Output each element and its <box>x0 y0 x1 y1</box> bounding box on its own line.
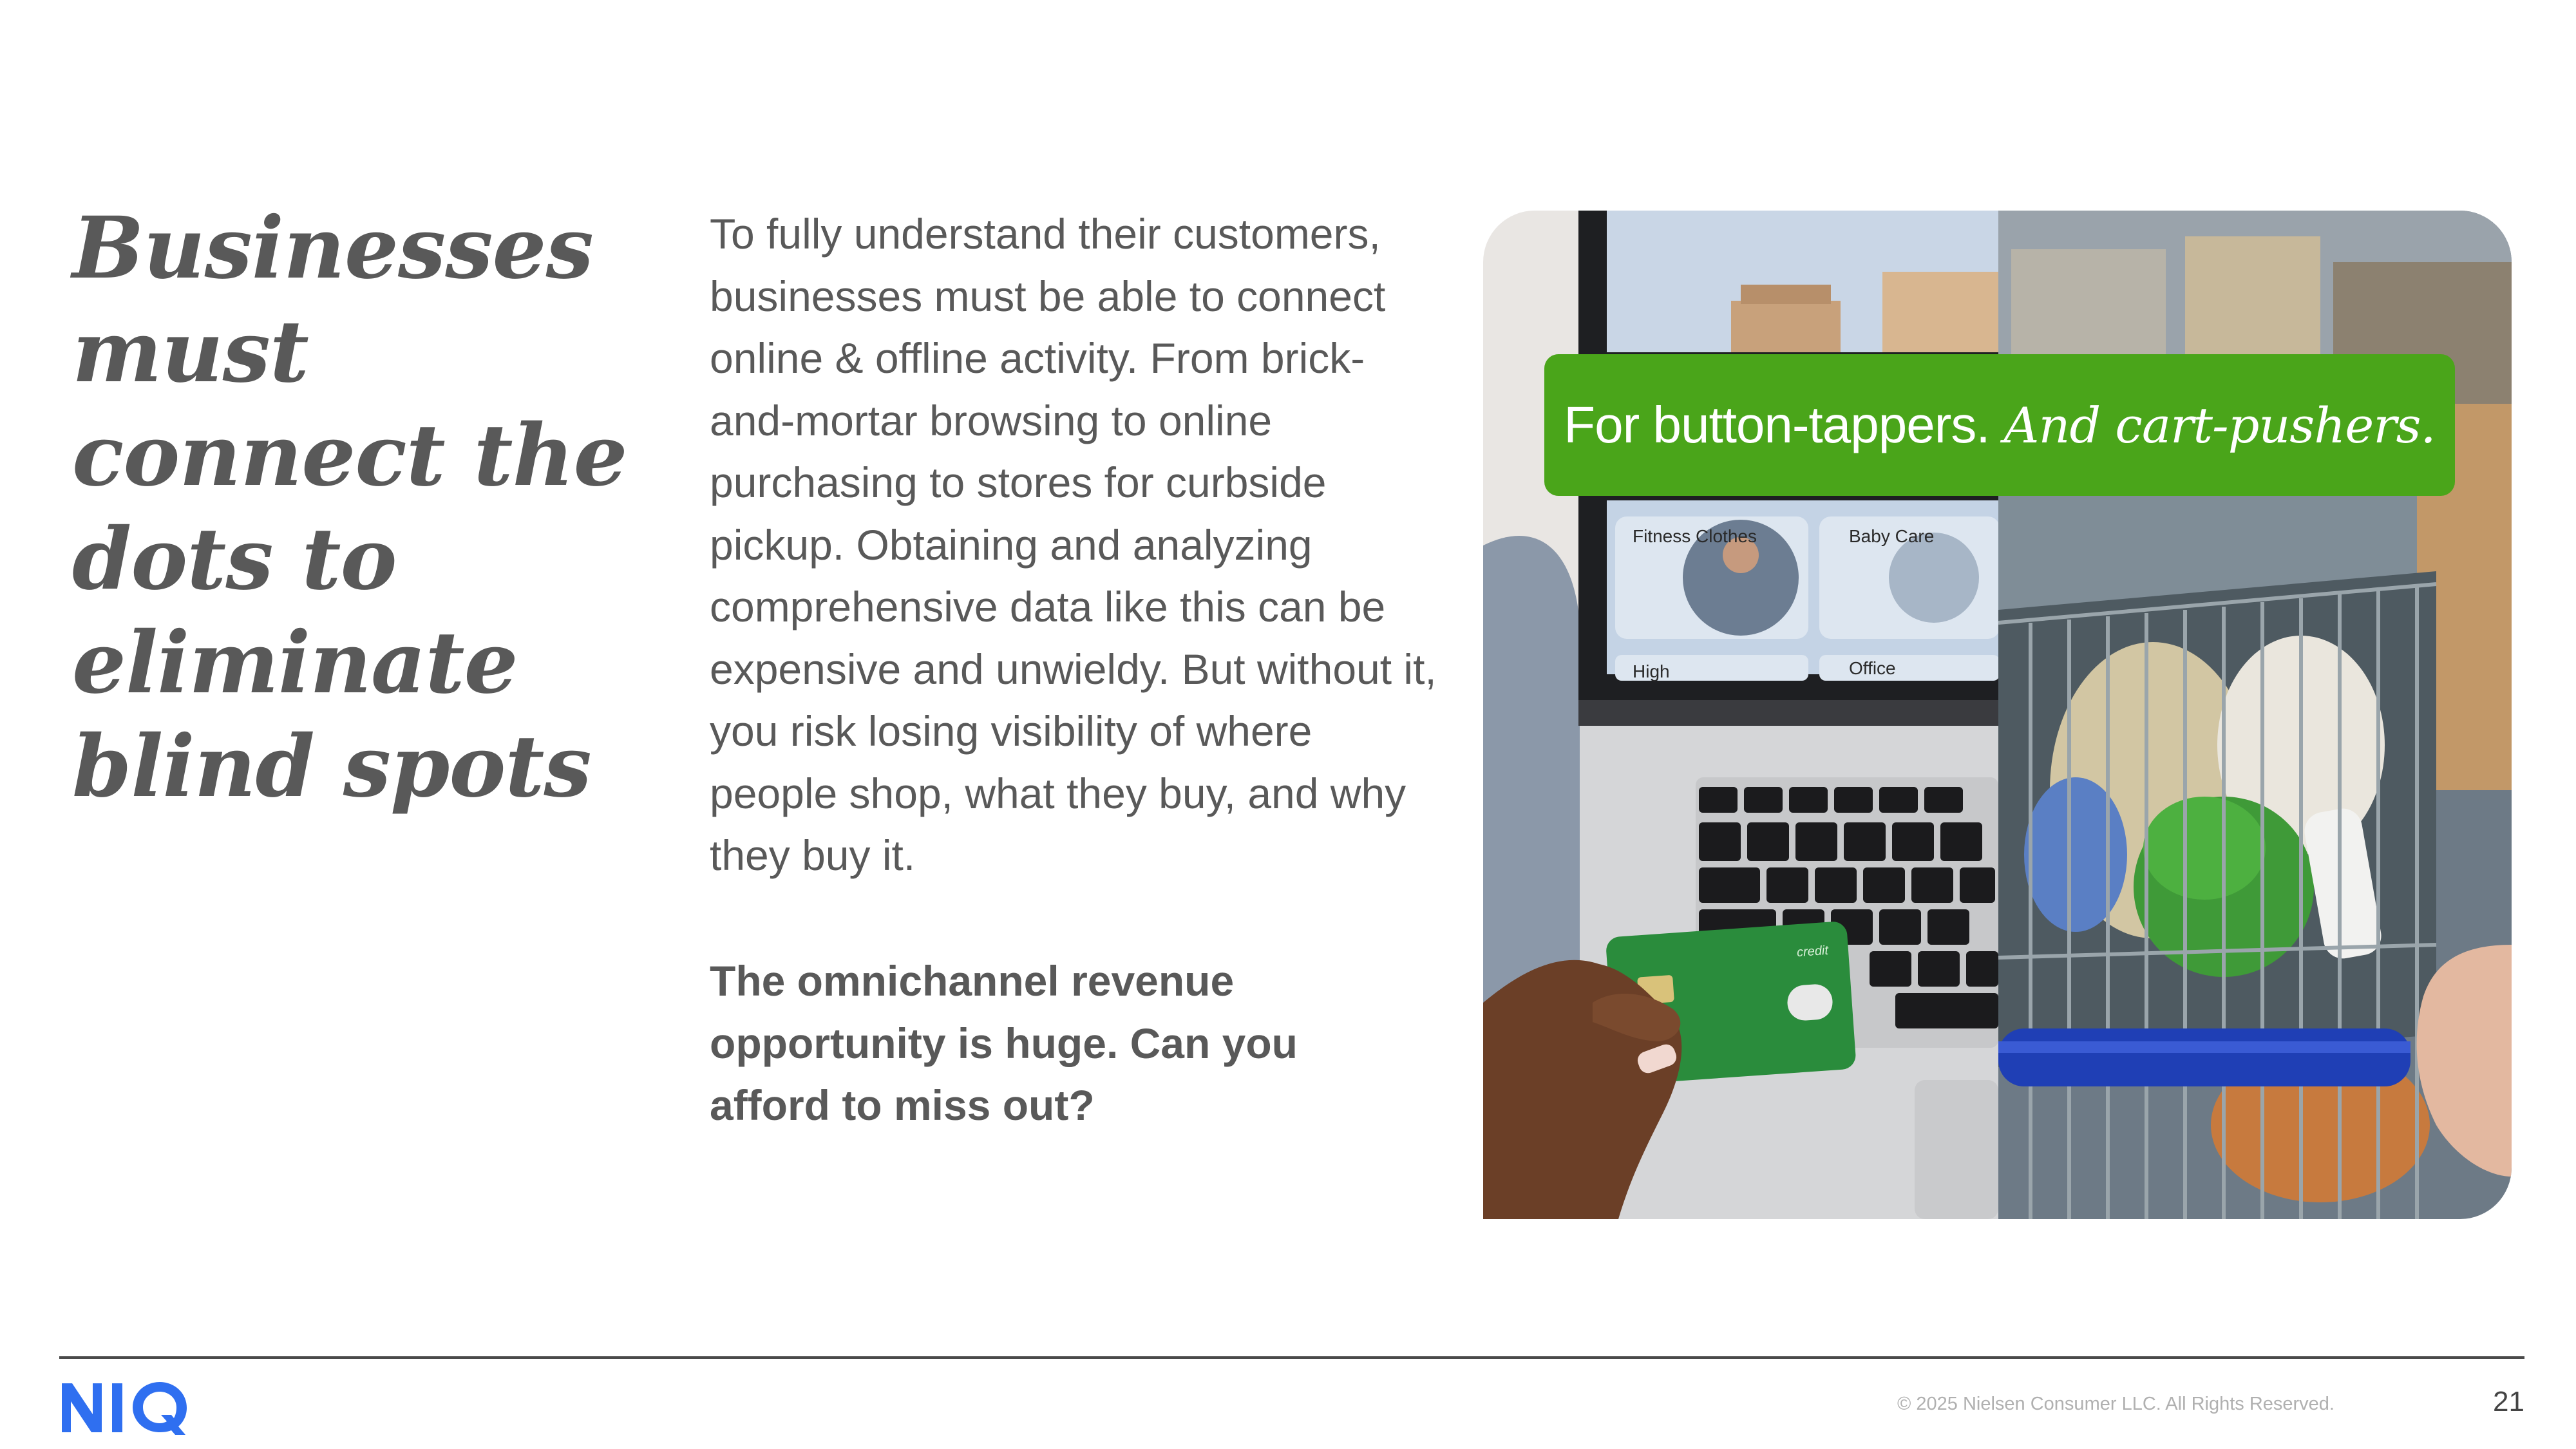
callout-line: opportunity is huge. Can you <box>710 1019 1298 1067</box>
body-line: online & offline activity. From brick- <box>710 334 1365 382</box>
title-line: blind spots <box>72 717 591 817</box>
body-line: To fully understand their customers, <box>710 210 1381 258</box>
title-line: dots to <box>72 509 397 609</box>
niq-logo <box>59 1379 207 1437</box>
body-line: comprehensive data like this can be <box>710 583 1386 630</box>
svg-text:NIQ: NIQ <box>59 1379 61 1380</box>
image-banner <box>1544 354 2455 496</box>
body-line: businesses must be able to connect <box>710 272 1386 320</box>
body-line: you risk losing visibility of where <box>710 707 1312 755</box>
copyright-text: © 2025 Nielsen Consumer LLC. All Rights Reserved. <box>1897 1394 2334 1414</box>
banner-text: For button-tappers. <box>1564 396 1990 453</box>
footer-divider <box>59 1356 2524 1359</box>
svg-text:credit: credit <box>1796 943 1829 960</box>
callout-line: The omnichannel revenue <box>710 957 1235 1005</box>
page-number: 21 <box>2493 1386 2524 1417</box>
body-line: expensive and unwieldy. But without it, <box>710 645 1437 693</box>
title-line: must <box>72 302 308 402</box>
body-paragraph <box>710 203 1470 887</box>
page-title <box>72 196 652 819</box>
body-line: pickup. Obtaining and analyzing <box>710 520 1312 569</box>
body-line: and-mortar browsing to online <box>710 396 1273 444</box>
body-line: people shop, what they buy, and why <box>710 769 1406 817</box>
body-line: purchasing to stores for curbside <box>710 459 1327 506</box>
callout-line: afford to miss out? <box>710 1081 1095 1129</box>
tile-label-baby: Baby Care <box>1849 526 1935 546</box>
tile-label-office: Office <box>1849 658 1896 678</box>
title-line: connect the <box>72 406 627 506</box>
title-line: eliminate <box>72 613 518 713</box>
tile-label-high: High <box>1633 661 1670 681</box>
cart-handle <box>1998 1028 2410 1086</box>
title-line: Businesses <box>72 198 593 298</box>
tile-label-fitness: Fitness Clothes <box>1633 526 1757 546</box>
callout-paragraph <box>710 950 1470 1137</box>
body-line: they buy it. <box>710 831 916 879</box>
banner-text-italic: And cart-pushers. <box>2003 396 2436 454</box>
